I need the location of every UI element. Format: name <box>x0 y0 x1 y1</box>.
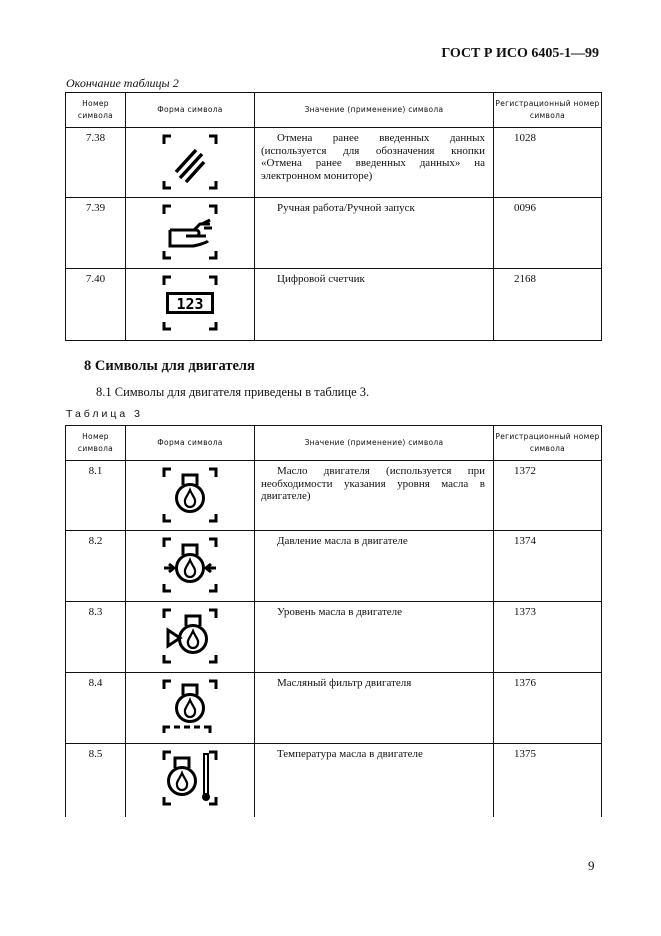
registration-number: 2168 <box>494 269 602 341</box>
page-number: 9 <box>588 858 595 873</box>
symbol-shape <box>126 673 255 744</box>
table-row <box>66 602 602 673</box>
symbol-meaning: Отмена ранее введенных данных (используется для обозначения кнопки «Отмена ранее введенных данных» на электронном мониторе) <box>255 128 494 198</box>
table2-caption: Окончание таблицы 2 <box>66 76 179 90</box>
engine-oil-pressure-icon <box>160 535 220 595</box>
engine-oil-icon <box>160 465 220 525</box>
col-header-reg-number: Регистрационный номер символа <box>494 93 602 128</box>
engine-oil-filter-icon <box>160 677 220 737</box>
table-row <box>66 128 602 198</box>
table-2 <box>65 92 602 341</box>
symbol-meaning: Цифровой счетчик <box>255 269 494 341</box>
symbol-number: 8.5 <box>66 744 126 817</box>
section-paragraph: 8.1 Символы для двигателя приведены в таблице 3. <box>96 385 370 399</box>
col-header-meaning: Значение (применение) символа <box>255 93 494 128</box>
symbol-meaning: Ручная работа/Ручной запуск <box>255 198 494 269</box>
symbol-meaning: Масляный фильтр двигателя <box>255 673 494 744</box>
symbol-number: 7.39 <box>66 198 126 269</box>
engine-oil-level-icon <box>160 606 220 666</box>
col-header-number: Номер символа <box>66 426 126 461</box>
registration-number: 1372 <box>494 461 602 531</box>
registration-number: 0096 <box>494 198 602 269</box>
registration-number: 1028 <box>494 128 602 198</box>
symbol-number: 8.3 <box>66 602 126 673</box>
registration-number: 1376 <box>494 673 602 744</box>
engine-oil-temperature-icon <box>160 748 220 808</box>
cancel-input-icon <box>160 132 220 192</box>
registration-number: 1373 <box>494 602 602 673</box>
symbol-meaning: Температура масла в двигателе <box>255 744 494 817</box>
symbol-shape <box>126 602 255 673</box>
col-header-number: Номер символа <box>66 93 126 128</box>
table-row <box>66 461 602 531</box>
symbol-shape <box>126 269 255 341</box>
symbol-shape <box>126 461 255 531</box>
symbol-number: 7.40 <box>66 269 126 341</box>
document-id-header: ГОСТ Р ИСО 6405-1—99 <box>441 46 599 61</box>
symbol-meaning: Масло двигателя (используется при необходимости указания уровня масла в двигателе) <box>255 461 494 531</box>
col-header-symbol: Форма символа <box>126 93 255 128</box>
symbol-shape <box>126 744 255 817</box>
symbol-shape <box>126 128 255 198</box>
table-row <box>66 673 602 744</box>
table-row <box>66 744 602 817</box>
symbol-number: 7.38 <box>66 128 126 198</box>
section-heading: 8 Символы для двигателя <box>84 358 255 374</box>
manual-operation-hand-icon <box>160 202 220 262</box>
table-row <box>66 269 602 341</box>
symbol-shape <box>126 531 255 602</box>
table-row <box>66 531 602 602</box>
symbol-number: 8.4 <box>66 673 126 744</box>
col-header-meaning: Значение (применение) символа <box>255 426 494 461</box>
symbol-meaning: Уровень масла в двигателе <box>255 602 494 673</box>
digital-counter-icon <box>160 273 220 333</box>
col-header-symbol: Форма символа <box>126 426 255 461</box>
symbol-shape <box>126 198 255 269</box>
svg-text:123: 123 <box>176 295 204 313</box>
symbol-number: 8.1 <box>66 461 126 531</box>
symbol-meaning: Давление масла в двигателе <box>255 531 494 602</box>
registration-number: 1375 <box>494 744 602 817</box>
symbol-number: 8.2 <box>66 531 126 602</box>
table3-caption: Таблица 3 <box>66 408 143 420</box>
col-header-reg-number: Регистрационный номер символа <box>494 426 602 461</box>
registration-number: 1374 <box>494 531 602 602</box>
table-3 <box>65 425 602 817</box>
table-row <box>66 198 602 269</box>
